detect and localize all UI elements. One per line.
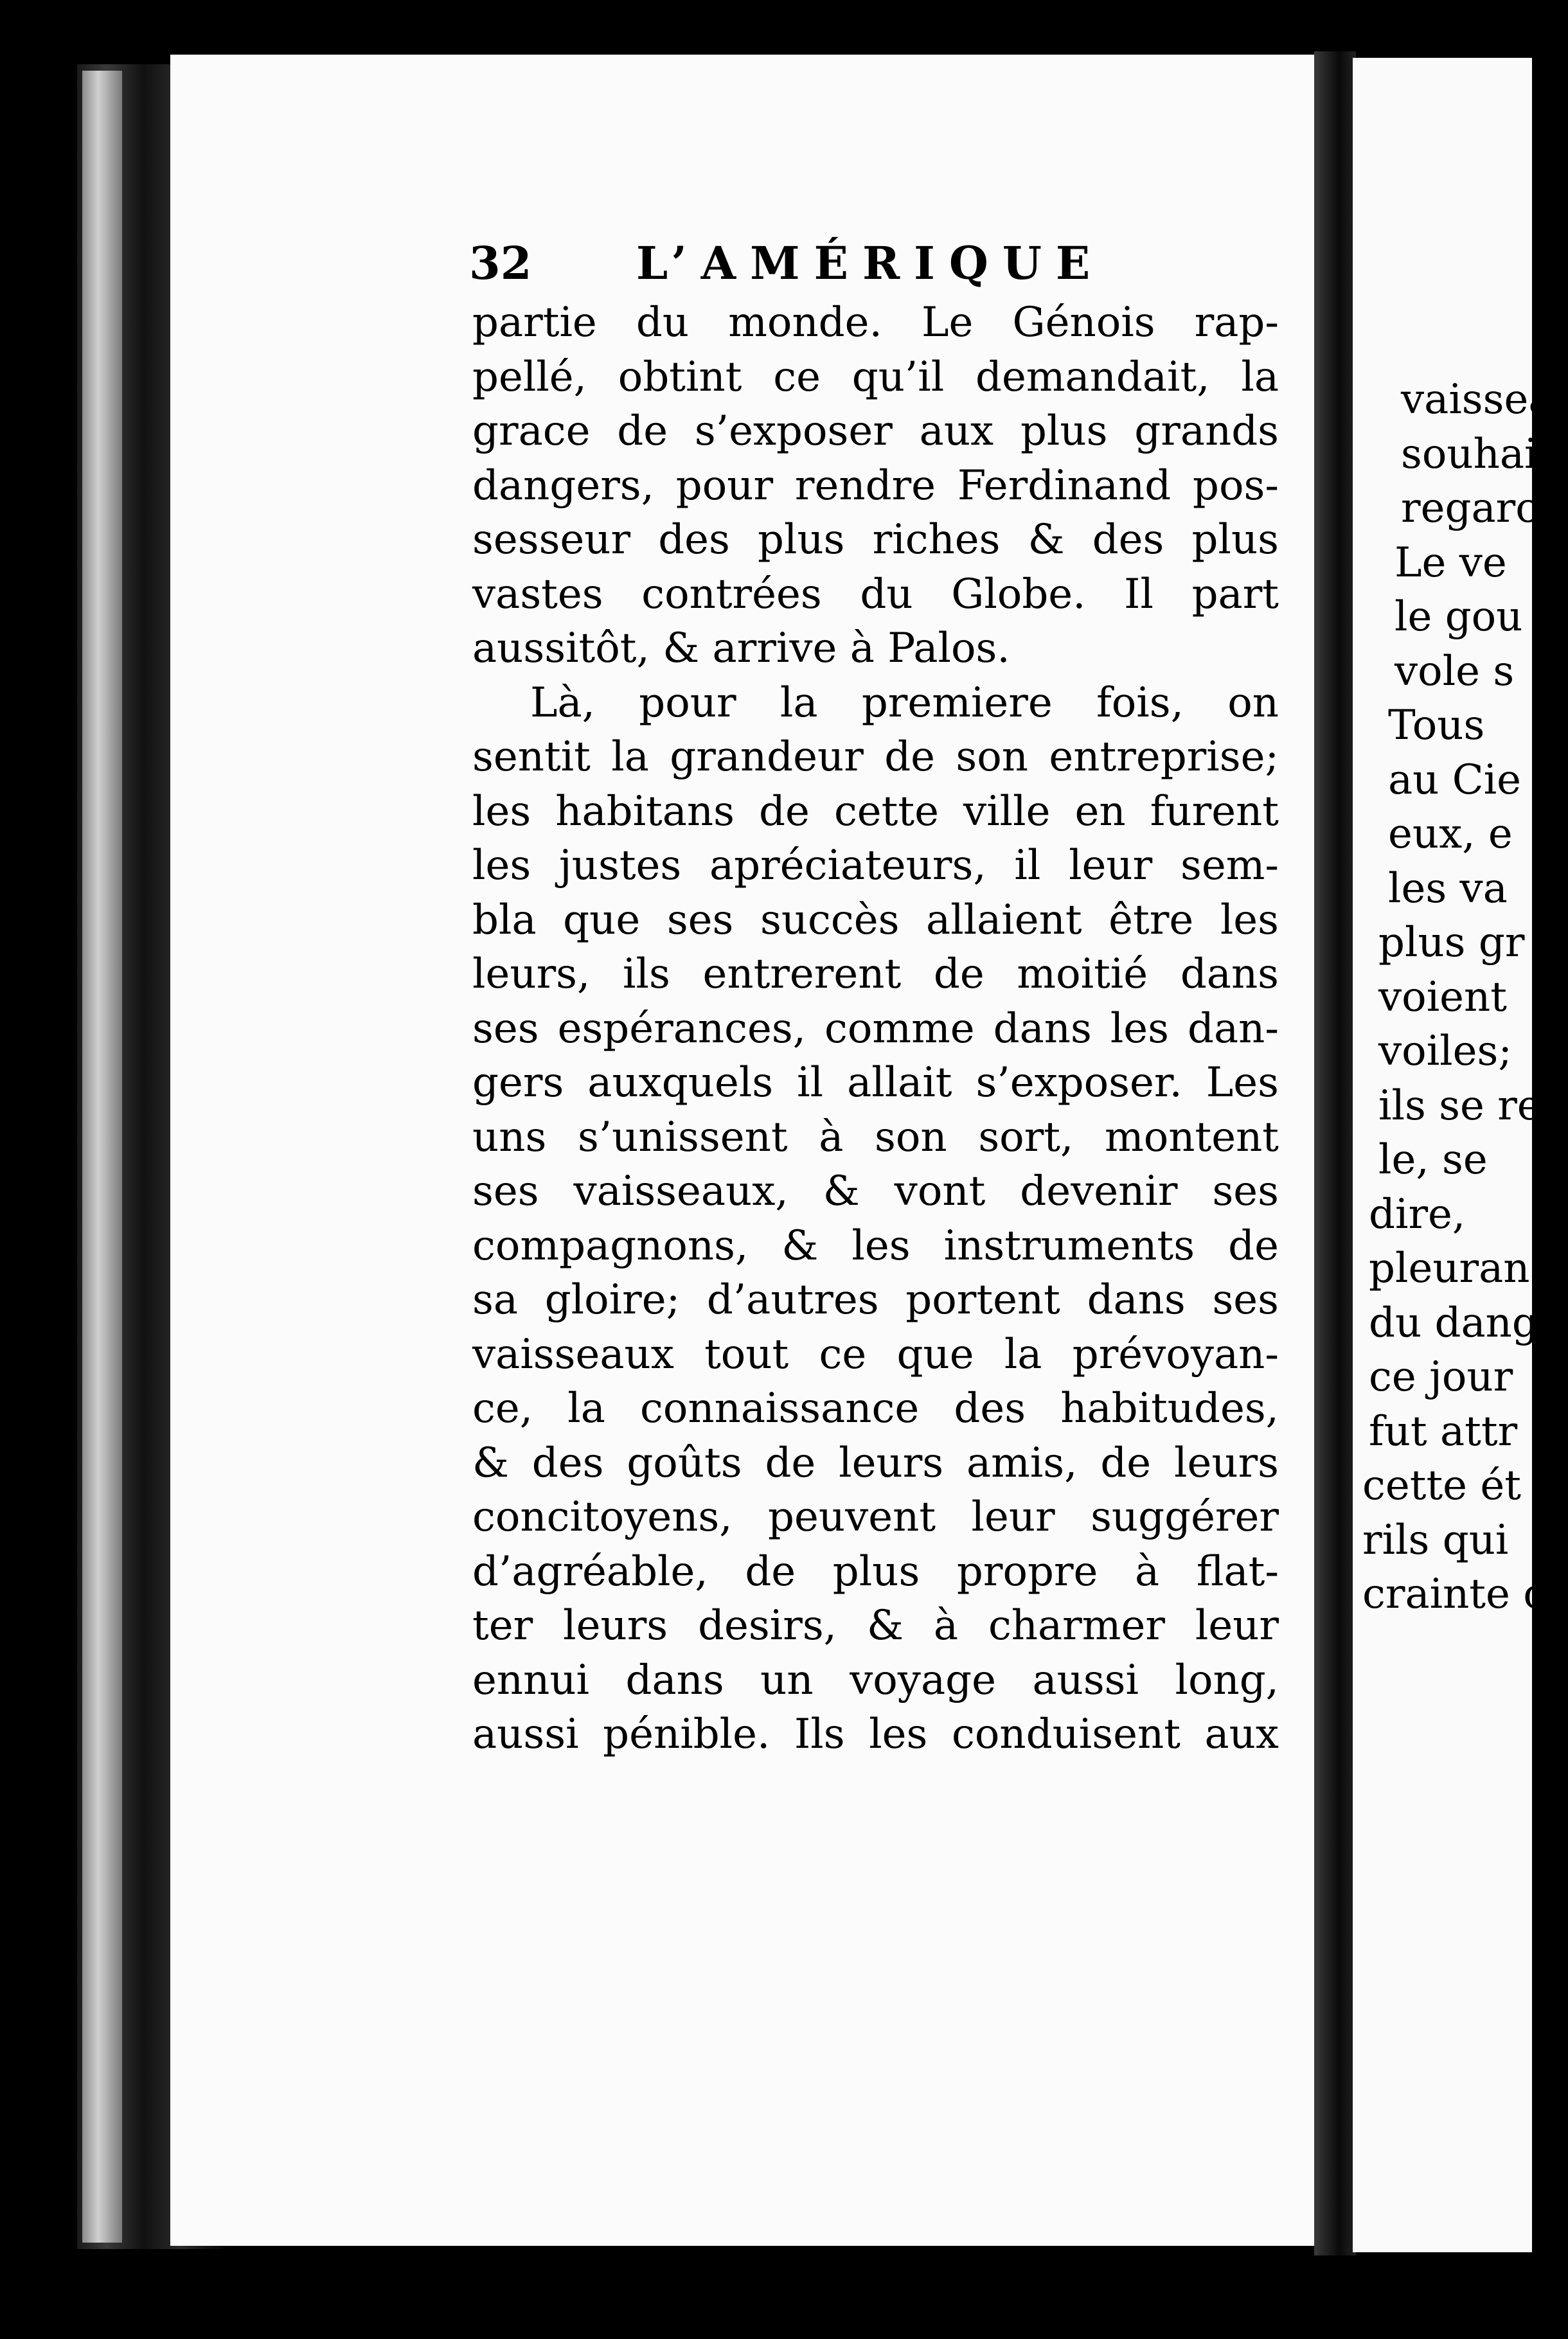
text-line: Là, pour la premiere fois, on (530, 679, 1279, 727)
page-number: 32 (469, 236, 532, 290)
text-line: grace de s’exposer aux plus grands (472, 407, 1279, 455)
text-line: partie du monde. Le Génois rap- (472, 299, 1279, 346)
text-line: Tous (1388, 702, 1485, 749)
text-line: crainte c (1362, 1570, 1547, 1618)
text-line: ses espérances, comme dans les dan- (472, 1004, 1279, 1053)
text-line: les va (1388, 864, 1508, 912)
text-line: ter leurs desirs, & à charmer leur (472, 1602, 1279, 1650)
text-line: fut attr (1369, 1407, 1518, 1455)
text-line: regarc (1401, 485, 1539, 532)
text-line: plus gr (1378, 919, 1525, 966)
text-line: sentit la grandeur de son entreprise; (472, 733, 1279, 781)
text-line: bla que ses succès allaient être les (472, 896, 1279, 944)
text-line: sa gloire; d’autres portent dans ses (472, 1276, 1279, 1324)
text-line: Le ve (1394, 538, 1507, 587)
text-line: ce jour (1369, 1353, 1513, 1401)
text-line: voiles; (1378, 1027, 1512, 1075)
text-line: & des goûts de leurs amis, de leurs (472, 1439, 1279, 1487)
text-line: gers auxquels il allait s’exposer. Les (472, 1059, 1279, 1107)
text-line: uns s’unissent à son sort, montent (472, 1113, 1279, 1161)
left-page-text (472, 296, 1279, 1762)
right-page-text (1362, 373, 1568, 1622)
text-line: vaisseaux tout ce que la prévoyan- (472, 1330, 1279, 1378)
text-line: d’agréable, de plus propre à flat- (472, 1547, 1279, 1596)
text-line: cette ét (1362, 1462, 1521, 1509)
text-line: le, se (1378, 1136, 1488, 1184)
text-line: pellé, obtint ce qu’il demandait, la (472, 353, 1279, 401)
text-line: compagnons, & les instruments de (472, 1222, 1279, 1270)
text-line: vastes contrées du Globe. Il part (472, 570, 1279, 618)
text-line: aussitôt, & arrive à Palos. (472, 625, 1010, 672)
text-line: sesseur des plus riches & des plus (472, 516, 1279, 564)
text-line: aussi pénible. Ils les conduisent aux (472, 1711, 1279, 1758)
text-line: souhai (1401, 430, 1538, 478)
text-line: au Cie (1388, 756, 1522, 804)
right-page (1353, 58, 1553, 2252)
text-line: concitoyens, peuvent leur suggérer (472, 1493, 1279, 1541)
text-line: rils qui (1362, 1516, 1509, 1564)
text-line: voient (1378, 973, 1507, 1021)
text-line: du dang (1369, 1299, 1538, 1347)
book-gutter (1314, 51, 1356, 2255)
page-edges-strip (82, 71, 122, 2243)
text-line: ses vaisseaux, & vont devenir ses (472, 1168, 1279, 1215)
text-line: dire, (1369, 1190, 1466, 1238)
text-line: leurs, ils entrerent de moitié dans (472, 950, 1279, 998)
text-line: les habitans de cette ville en furent (472, 787, 1279, 835)
text-line: vole s (1394, 647, 1515, 695)
running-head (469, 228, 1292, 299)
text-line: ils se re (1378, 1081, 1542, 1130)
text-line: pleuran (1369, 1245, 1530, 1292)
running-title: L’AMÉRIQUE (636, 236, 1105, 290)
text-line: le gou (1394, 593, 1523, 641)
text-line: dangers, pour rendre Ferdinand pos- (472, 461, 1279, 510)
text-line: ennui dans un voyage aussi long, (472, 1656, 1279, 1704)
text-line: vaissea (1401, 376, 1553, 423)
text-line: eux, e (1388, 810, 1513, 858)
text-line: ce, la connaissance des habitudes, (472, 1385, 1279, 1432)
text-line: les justes apréciateurs, il leur sem- (472, 842, 1279, 889)
